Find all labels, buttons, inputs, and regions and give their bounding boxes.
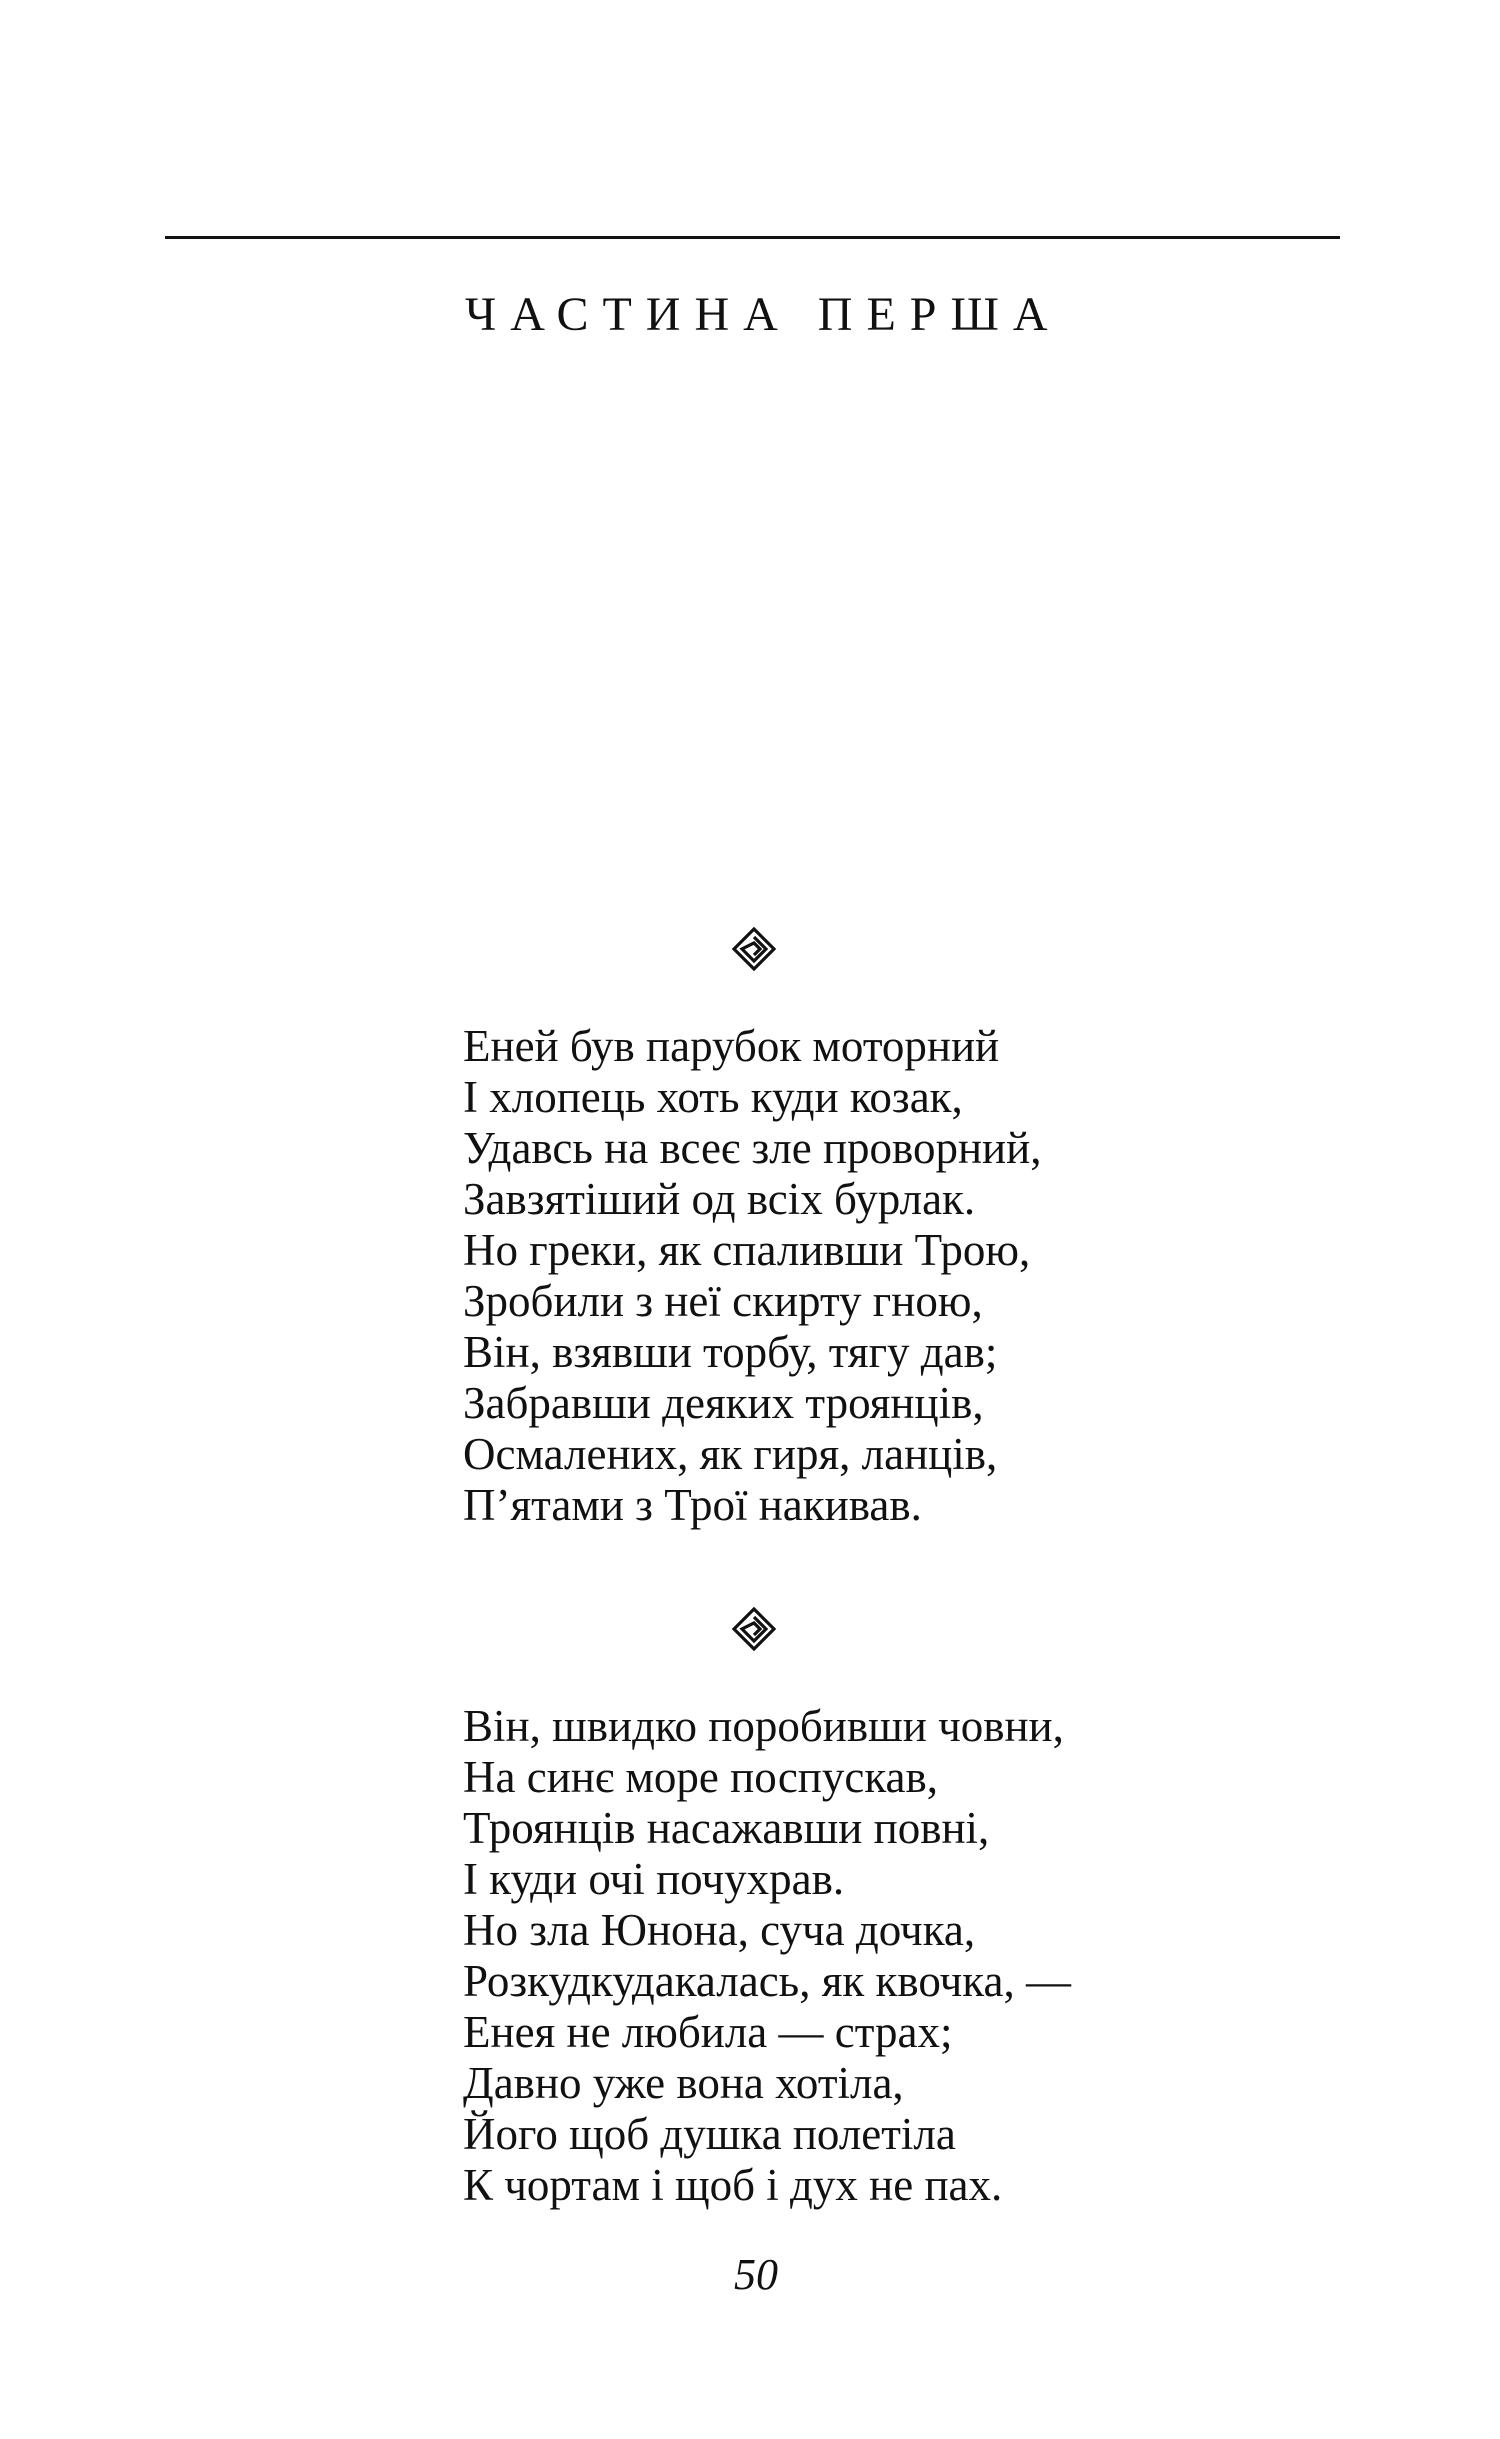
verse-line: Осмалених, як гиря, ланців, [463, 1429, 998, 1479]
top-rule [165, 236, 1340, 239]
verse-line: Но греки, як спаливши Трою, [463, 1225, 1031, 1275]
verse-line: П’ятами з Трої накивав. [463, 1480, 922, 1530]
verse-line: Забравши деяких троянців, [463, 1378, 984, 1428]
verse-line: Удавсь на всеє зле проворний, [463, 1123, 1042, 1173]
verse-line: Троянців насажавши повні, [463, 1803, 990, 1853]
verse-line: І хлопець хоть куди козак, [463, 1072, 963, 1122]
stanza-1 [463, 1021, 1041, 1531]
diamond-spiral-ornament-icon [732, 1607, 776, 1651]
verse-line: Давно уже вона хотіла, [463, 2058, 904, 2108]
verse-line: На синє море поспускав, [463, 1752, 939, 1802]
page-number: 50 [734, 2250, 778, 2299]
verse-line: Енея не любила — страх; [463, 2007, 953, 2057]
verse-line: Но зла Юнона, суча дочка, [463, 1905, 976, 1955]
verse-line: Завзятіший од всіх бурлак. [463, 1174, 976, 1224]
verse-line: І куди очі почухрав. [463, 1854, 845, 1904]
stanza-2 [463, 1701, 1071, 2211]
chapter-title: ЧАСТИНА ПЕРША [465, 288, 1062, 341]
verse-line: Він, взявши торбу, тягу дав; [463, 1327, 998, 1377]
verse-line: Зробили з неї скирту гною, [463, 1276, 983, 1326]
verse-line: Він, швидко поробивши човни, [463, 1701, 1064, 1751]
verse-line: К чортам і щоб і дух не пах. [463, 2160, 1003, 2210]
verse-line: Розкудкудакалась, як квочка, — [463, 1956, 1071, 2006]
verse-line: Його щоб душка полетіла [463, 2109, 956, 2159]
diamond-spiral-ornament-icon [732, 927, 776, 971]
verse-line: Еней був парубок моторний [463, 1021, 1000, 1071]
